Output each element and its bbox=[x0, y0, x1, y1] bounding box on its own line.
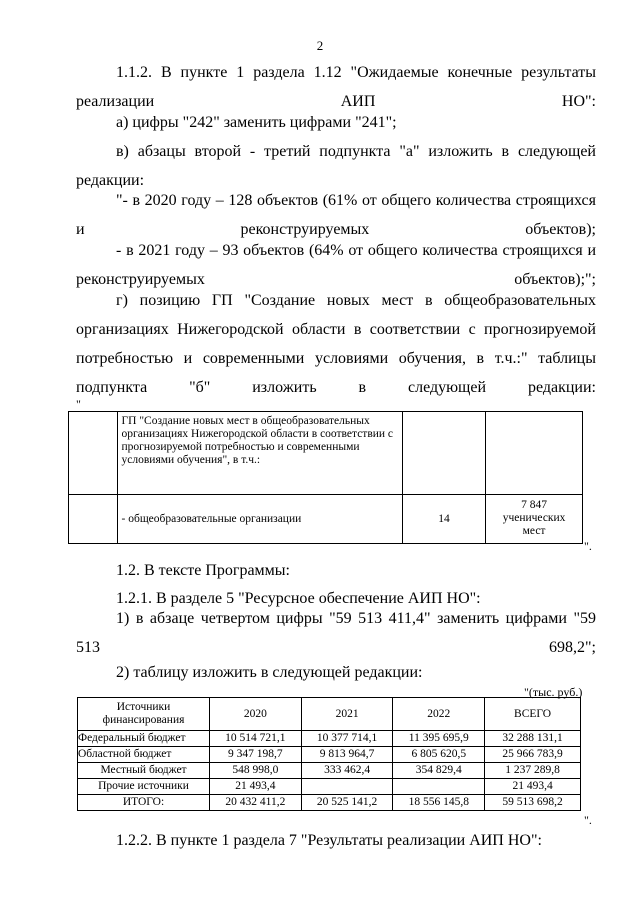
paragraph-v: в) абзацы второй - третий подпункта "а" изложить в следующей редакции: bbox=[76, 143, 596, 189]
paragraph-1-2-2: 1.2.2. В пункте 1 раздела 7 "Результаты реализации АИП НО": bbox=[116, 832, 542, 849]
cell-2021 bbox=[301, 779, 393, 795]
cell-2021: 10 377 714,1 bbox=[301, 731, 393, 747]
close-quote-2: ". bbox=[584, 813, 592, 827]
page-number: 2 bbox=[316, 38, 324, 53]
close-quote-1: ". bbox=[584, 539, 592, 553]
table-row-total bbox=[78, 795, 581, 811]
cell-total: 21 493,4 bbox=[485, 779, 581, 795]
paragraph-2020: "- в 2020 году – 128 объектов (61% от общего количества строящихся и реконструируемых объектов); bbox=[76, 192, 596, 238]
cell-2020: 9 347 198,7 bbox=[210, 747, 302, 763]
paragraph-1: 1) в абзаце четвертом цифры "59 513 411,4" заменить цифрами "59 513 698,2"; bbox=[76, 610, 596, 656]
cell-2020: 21 493,4 bbox=[210, 779, 302, 795]
paragraph-a: а) цифры "242" заменить цифрами "241"; bbox=[116, 114, 397, 131]
table-row bbox=[78, 763, 581, 779]
header-2022: 2022 bbox=[393, 698, 485, 731]
gp-table-empty-cell bbox=[69, 412, 118, 495]
table-row bbox=[78, 747, 581, 763]
row-label: Областной бюджет bbox=[78, 747, 210, 763]
header-total: ВСЕГО bbox=[485, 698, 581, 731]
row-label: Федеральный бюджет bbox=[78, 731, 210, 747]
header-sources: Источники финансирования bbox=[78, 698, 210, 731]
cell-2022: 354 829,4 bbox=[393, 763, 485, 779]
cell-2021: 333 462,4 bbox=[301, 763, 393, 779]
gp-table-row2-text: - общеобразовательные организации bbox=[117, 495, 402, 544]
cell-total: 1 237 289,8 bbox=[485, 763, 581, 779]
cell-2020: 548 998,0 bbox=[210, 763, 302, 779]
cell-2020: 20 432 411,2 bbox=[210, 795, 302, 811]
gp-table-row1-value bbox=[402, 412, 485, 495]
cell-2022: 18 556 145,8 bbox=[393, 795, 485, 811]
cell-total: 25 966 783,9 bbox=[485, 747, 581, 763]
open-quote: " bbox=[76, 397, 81, 411]
paragraph-2: 2) таблицу изложить в следующей редакции: bbox=[116, 664, 423, 681]
units-label: "(тыс. руб.) bbox=[524, 685, 583, 699]
gp-table-row2-result: 7 847 ученических мест bbox=[486, 495, 583, 544]
gp-table-row2-value: 14 bbox=[402, 495, 485, 544]
paragraph-2021: - в 2021 году – 93 объектов (64% от общего количества строящихся и реконструируемых объектов);"; bbox=[76, 242, 596, 288]
paragraph-1-2: 1.2. В тексте Программы: bbox=[116, 562, 290, 579]
cell-total: 59 513 698,2 bbox=[485, 795, 581, 811]
cell-2022 bbox=[393, 779, 485, 795]
table-row bbox=[78, 779, 581, 795]
gp-table-row1-text: ГП "Создание новых мест в общеобразовательных организациях Нижегородской области в соответствии с прогнозируемой потребностью и современными условиями обучения", в т.ч.: bbox=[117, 412, 402, 495]
cell-total: 32 288 131,1 bbox=[485, 731, 581, 747]
header-2020: 2020 bbox=[210, 698, 302, 731]
cell-2022: 11 395 695,9 bbox=[393, 731, 485, 747]
cell-2022: 6 805 620,5 bbox=[393, 747, 485, 763]
header-2021: 2021 bbox=[301, 698, 393, 731]
paragraph-1-1-2: 1.1.2. В пункте 1 раздела 1.12 "Ожидаемые конечные результаты реализации АИП НО": bbox=[76, 64, 596, 110]
row-label: Местный бюджет bbox=[78, 763, 210, 779]
paragraph-g: г) позицию ГП "Создание новых мест в общеобразовательных организациях Нижегородской области в соответствии с прогнозируемой потребностью и современными условиями обучения, в т.ч.:" таблицы подпункта "б" изложить в следующей редакции: bbox=[76, 292, 596, 396]
gp-table-empty-cell bbox=[69, 495, 118, 544]
cell-2021: 9 813 964,7 bbox=[301, 747, 393, 763]
funding-table bbox=[77, 697, 581, 811]
row-label: ИТОГО: bbox=[78, 795, 210, 811]
table-row bbox=[78, 731, 581, 747]
paragraph-1-2-1: 1.2.1. В разделе 5 "Ресурсное обеспечение АИП НО": bbox=[116, 590, 481, 607]
cell-2020: 10 514 721,1 bbox=[210, 731, 302, 747]
cell-2021: 20 525 141,2 bbox=[301, 795, 393, 811]
gp-table-row1-result bbox=[486, 412, 583, 495]
gp-table bbox=[68, 411, 583, 544]
table-header-row bbox=[78, 698, 581, 731]
row-label: Прочие источники bbox=[78, 779, 210, 795]
